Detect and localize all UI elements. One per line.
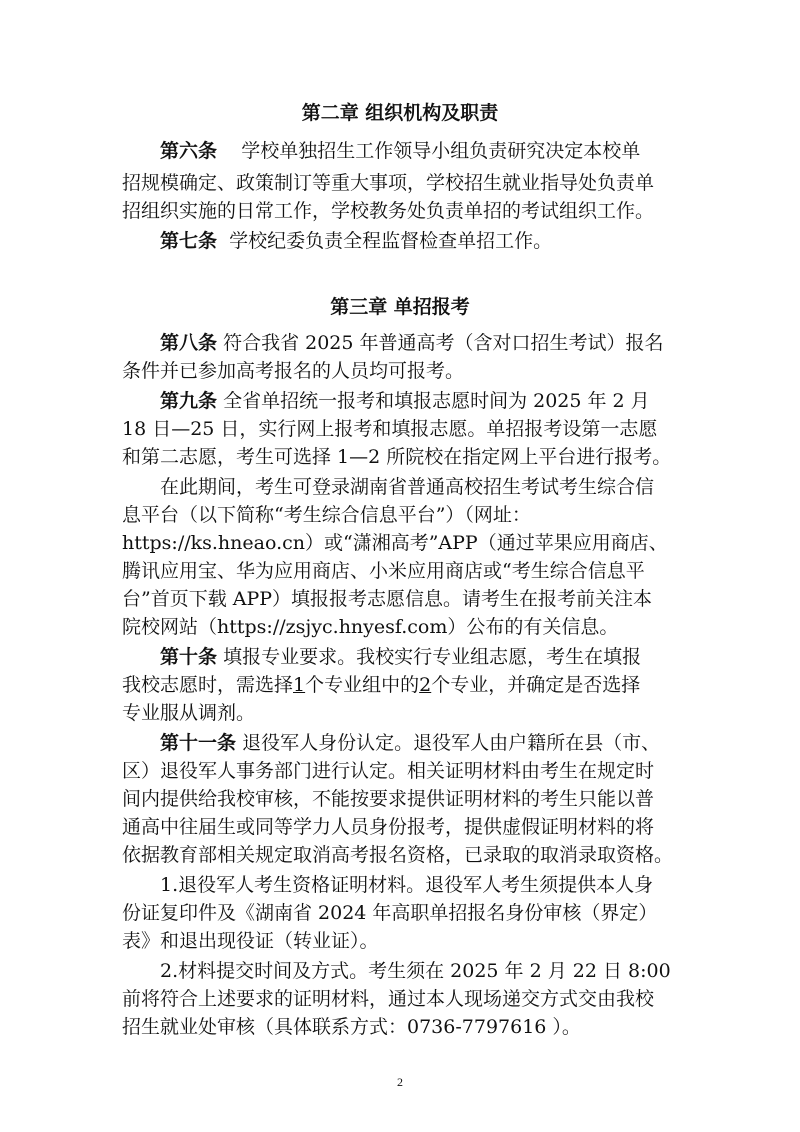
article-7-text: 学校纪委负责全程监督检查单招工作。 [229,230,553,252]
article-9-line-2: 18 日—25 日，实行网上报考和填报志愿。单招报考设第一志愿 [122,418,658,440]
period-paragraph-line-3: https://ks.hneao.cn）或“潇湘高考”APP（通过苹果应用商店、 [122,532,668,554]
article-11-line-2: 区）退役军人事务部门进行认定。相关证明材料由考生在规定时 [122,760,655,782]
period-paragraph-line-4: 腾讯应用宝、华为应用商店、小米应用商店或“考生综合信息平 [122,560,645,582]
article-11-line-3: 间内提供给我校审核，不能按要求提供证明材料的考生只能以普 [122,788,655,810]
article-11-line-4: 通高中往届生或同等学力人员身份报考，提供虚假证明材料的将 [122,816,655,838]
page-number: 2 [397,1075,403,1089]
article-6-line-1 [160,138,678,164]
major-count: 2 [419,674,432,696]
item-1-line-3: 表》和退出现役证（转业证）。 [122,930,379,952]
item-2-line-1: 2.材料提交时间及方式。考生须在 2025 年 2 月 22 日 8:00 [160,960,671,982]
article-10-text-a: 我校志愿时，需选择 [122,674,294,696]
article-10-text-c: 个专业，并确定是否选择 [431,674,641,696]
article-9-line-3: 和第二志愿，考生可选择 1—2 所院校在指定网上平台进行报考。 [122,446,672,468]
article-9-label: 第九条 [160,390,218,412]
article-7-label: 第七条 [160,230,218,252]
period-paragraph-line-6: 院校网站（https://zsjyc.hnyesf.com）公布的有关信息。 [122,616,619,638]
item-1-line-2: 份证复印件及《湖南省 2024 年高职单招报名身份审核（界定） [122,902,658,924]
chapter-2-title: 第二章 组织机构及职责 [301,102,499,124]
article-10-label: 第十条 [160,646,218,668]
article-9-text: 全省单招统一报考和填报志愿时间为 2025 年 2 月 [223,390,650,412]
article-8-line-1 [160,330,678,356]
article-10-line-1 [160,644,678,670]
article-11-line-5: 依据教育部相关规定取消高考报名资格，已录取的取消录取资格。 [122,844,674,866]
article-6-text: 学校单独招生工作领导小组负责研究决定本校单 [241,140,641,162]
item-1-line-1: 1.退役军人考生资格证明材料。退役军人考生须提供本人身 [160,874,654,896]
article-10-text-b: 个专业组中的 [305,674,420,696]
article-9-line-1 [160,388,678,414]
item-2-line-3: 招生就业处审核（具体联系方式：0736-7797616 ）。 [122,1016,581,1038]
article-11-text: 退役军人身份认定。退役军人由户籍所在县（市、 [242,732,661,754]
article-11-label: 第十一条 [160,732,237,754]
article-8-label: 第八条 [160,332,218,354]
period-paragraph-line-2: 息平台（以下简称“考生综合信息平台”）（网址： [122,504,531,526]
chapter-3-title: 第三章 单招报考 [330,296,470,318]
article-8-line-2: 条件并已参加高考报名的人员均可报考。 [122,360,465,382]
item-2-line-2: 前将符合上述要求的证明材料，通过本人现场递交方式交由我校 [122,988,655,1010]
article-6-line-2: 招规模确定、政策制订等重大事项，学校招生就业指导处负责单 [122,172,655,194]
article-7-line-1 [160,228,678,254]
article-10-line-2 [122,672,678,698]
article-6-label: 第六条 [160,140,218,162]
period-paragraph-line-5: 台”首页下载 APP）填报报考志愿信息。请考生在报考前关注本 [122,588,653,610]
period-paragraph-line-1: 在此期间，考生可登录湖南省普通高校招生考试考生综合信 [160,476,655,498]
article-10-text: 填报专业要求。我校实行专业组志愿，考生在填报 [223,646,642,668]
article-11-line-1 [160,730,678,756]
article-6-line-3: 招组织实施的日常工作，学校教务处负责单招的考试组织工作。 [122,200,655,222]
article-8-text: 符合我省 2025 年普通高考（含对口招生考试）报名 [223,332,664,354]
group-count: 1 [293,674,306,696]
article-10-line-3: 专业服从调剂。 [122,702,256,724]
